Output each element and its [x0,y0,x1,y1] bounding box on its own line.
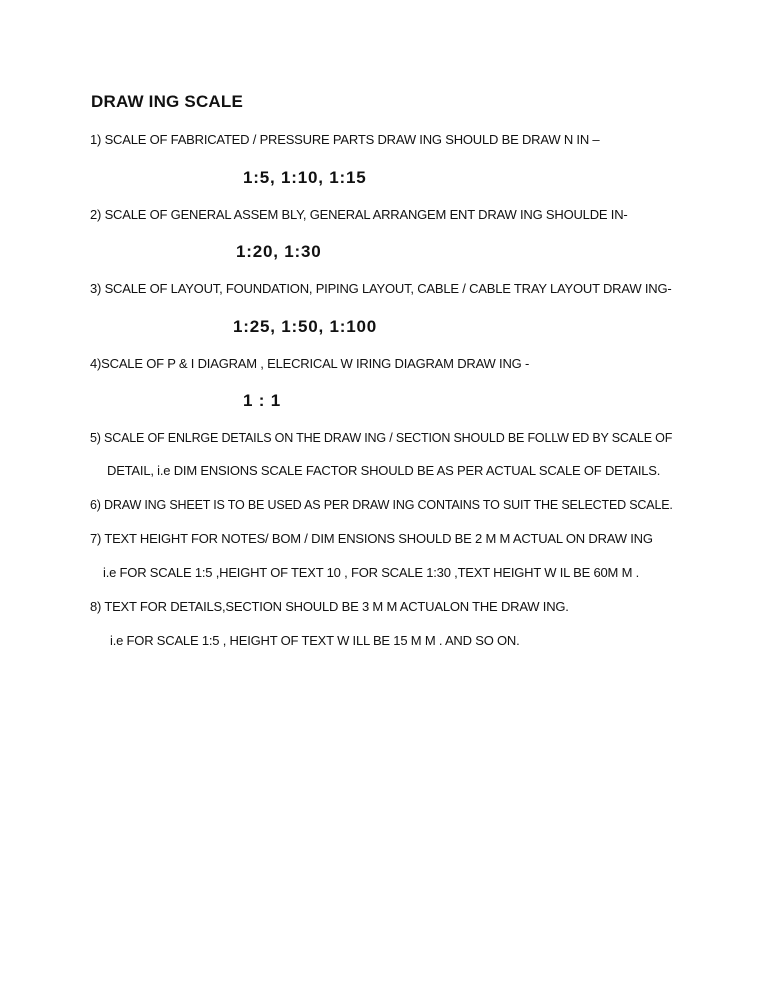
item-4-text: 4)SCALE OF P & I DIAGRAM , ELECRICAL W IRING DIAGRAM DRAW ING - [90,356,530,371]
document-title: DRAW ING SCALE [91,92,244,111]
item-5-text-line-1: 5) SCALE OF ENLRGE DETAILS ON THE DRAW ING / SECTION SHOULD BE FOLLW ED BY SCALE OF [90,430,673,445]
item-8-text-line-2: i.e FOR SCALE 1:5 , HEIGHT OF TEXT W ILL BE 15 M M . AND SO ON. [110,633,520,648]
item-8-text-line-1: 8) TEXT FOR DETAILS,SECTION SHOULD BE 3 M M ACTUALON THE DRAW ING. [90,599,569,614]
item-3-text: 3) SCALE OF LAYOUT, FOUNDATION, PIPING LAYOUT, CABLE / CABLE TRAY LAYOUT DRAW ING- [90,281,672,296]
item-4-scale: 1 : 1 [243,391,282,410]
item-7-text-line-2: i.e FOR SCALE 1:5 ,HEIGHT OF TEXT 10 , FOR SCALE 1:30 ,TEXT HEIGHT W IL BE 60M M . [103,565,640,580]
item-6-text: 6) DRAW ING SHEET IS TO BE USED AS PER DRAW ING CONTAINS TO SUIT THE SELECTED SCALE. [90,497,673,512]
item-1-text: 1) SCALE OF FABRICATED / PRESSURE PARTS DRAW ING SHOULD BE DRAW N IN – [90,132,600,147]
item-7-text-line-1: 7) TEXT HEIGHT FOR NOTES/ BOM / DIM ENSIONS SHOULD BE 2 M M ACTUAL ON DRAW ING [90,531,653,546]
item-2-scale: 1:20, 1:30 [236,242,322,261]
item-3-scale: 1:25, 1:50, 1:100 [233,317,378,336]
item-2-text: 2) SCALE OF GENERAL ASSEM BLY, GENERAL ARRANGEM ENT DRAW ING SHOULDE IN- [90,207,628,222]
item-1-scale: 1:5, 1:10, 1:15 [243,168,367,187]
item-5-text-line-2: DETAIL, i.e DIM ENSIONS SCALE FACTOR SHOULD BE AS PER ACTUAL SCALE OF DETAILS. [107,463,661,478]
